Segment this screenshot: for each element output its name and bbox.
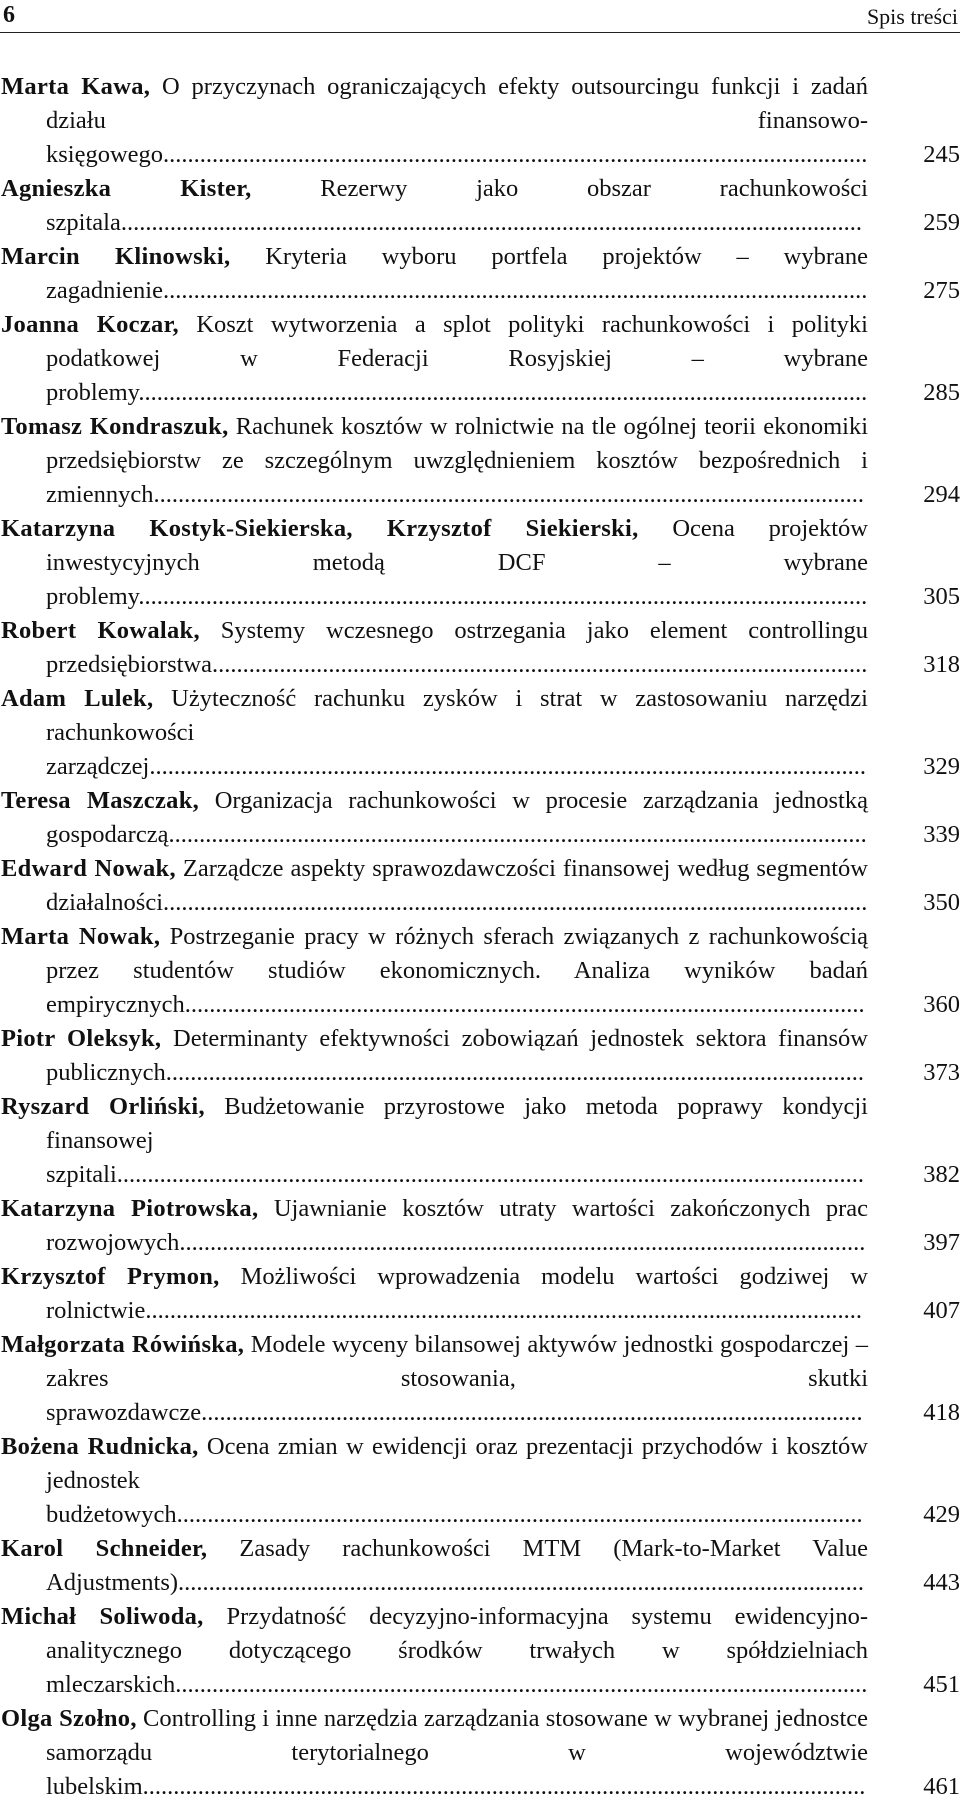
toc-entry <box>0 1192 960 1260</box>
entry-title: Rachunek kosztów w rolnictwie na tle ogólnej teorii ekonomiki przedsiębiorstw ze szczególnym uwzględnieniem kosztów bezpośrednich i zmiennych <box>46 413 868 508</box>
entry-author: Agnieszka Kister, <box>1 175 252 202</box>
entry-author: Marta Kawa, <box>1 73 151 100</box>
entry-title: Organizacja rachunkowości w procesie zarządzania jednostką gospodarczą <box>46 787 868 848</box>
toc-entry <box>0 1600 960 1702</box>
entry-author: Olga Szołno, <box>1 1705 137 1732</box>
leader-dots: .................................................................................................................... <box>153 481 864 508</box>
toc-entry <box>0 1430 960 1532</box>
entry-page-number: 305 <box>923 583 960 610</box>
entry-page-number: 275 <box>923 277 960 304</box>
entry-author: Edward Nowak, <box>1 855 176 882</box>
entry-title: Systemy wczesnego ostrzegania jako element controllingu przedsiębiorstwa <box>46 617 868 678</box>
leader-dots: .................................................................................................................. <box>165 1059 864 1086</box>
leader-dots: ......................................................................................................................... <box>120 209 862 236</box>
entry-page-number: 418 <box>923 1399 960 1426</box>
toc-entry <box>0 852 960 920</box>
toc-entry <box>0 784 960 852</box>
toc-entry <box>0 512 960 614</box>
entry-title: Zarządcze aspekty sprawozdawczości finansowej według segmentów działalności <box>46 855 868 916</box>
page-header <box>0 0 960 33</box>
leader-dots: ................................................................................................................ <box>178 1569 865 1596</box>
entry-page-number: 245 <box>923 141 960 168</box>
leader-dots: ....................................................................................................................... <box>138 583 868 610</box>
entry-title: Budżetowanie przyrostowe jako metoda poprawy kondycji finansowej szpitali <box>46 1093 868 1188</box>
toc-entry <box>0 1328 960 1430</box>
toc-entry <box>0 308 960 410</box>
entry-author: Ryszard Orliński, <box>1 1093 205 1120</box>
entry-title: Determinanty efektywności zobowiązań jednostek sektora finansów publicznych <box>46 1025 868 1086</box>
entry-title: Ocena projektów inwestycyjnych metodą DCF – wybrane problemy <box>46 515 868 610</box>
leader-dots: ................................................................................................................. <box>175 1671 868 1698</box>
leader-dots: ..................................................................................................................... <box>145 1297 862 1324</box>
toc-entry <box>0 920 960 1022</box>
entry-page-number: 443 <box>923 1569 960 1596</box>
entry-author: Teresa Maszczak, <box>1 787 200 814</box>
entry-page-number: 397 <box>923 1229 960 1256</box>
toc-entry <box>0 614 960 682</box>
entry-author: Krzysztof Prymon, <box>1 1263 220 1290</box>
toc-entry <box>0 1702 960 1804</box>
entry-title: Postrzeganie pracy w różnych sferach związanych z rachunkowością przez studentów studiów ekonomicznych. Analiza wyników badań empirycznych <box>46 923 868 1018</box>
entry-title: Zasady rachunkowości MTM (Mark-to-Market Value Adjustments) <box>46 1535 868 1596</box>
leader-dots: ................................................................................................................... <box>163 141 868 168</box>
toc-entry <box>0 1090 960 1192</box>
entry-author: Karol Schneider, <box>1 1535 208 1562</box>
leader-dots: ................................................................................................................... <box>163 889 868 916</box>
entry-title: Użyteczność rachunku zysków i strat w zastosowaniu narzędzi rachunkowości zarządczej <box>46 685 868 780</box>
toc-entry <box>0 172 960 240</box>
leader-dots: .................................................................................................................. <box>168 821 867 848</box>
entry-author: Tomasz Kondraszuk, <box>1 413 229 440</box>
entry-page-number: 407 <box>923 1297 960 1324</box>
leader-dots: ............................................................................................................... <box>184 991 865 1018</box>
entry-author: Małgorzata Rówińska, <box>1 1331 245 1358</box>
entry-page-number: 360 <box>923 991 960 1018</box>
entry-page-number: 294 <box>923 481 960 508</box>
entry-title: Modele wyceny bilansowej aktywów jednostki gospodarczej – zakres stosowania, skutki sprawozdawcze <box>46 1331 868 1426</box>
entry-page-number: 285 <box>923 379 960 406</box>
entry-title: Przydatność decyzyjno-informacyjna systemu ewidencyjno-analitycznego dotyczącego środków trwałych w spółdzielniach mleczarskich <box>46 1603 868 1698</box>
leader-dots: ................................................................................................................ <box>179 1229 866 1256</box>
leader-dots: ..................................................................................................................... <box>149 753 866 780</box>
leader-dots: ........................................................................................................... <box>212 651 868 678</box>
leader-dots: ...................................................................................................................... <box>142 1773 866 1800</box>
entry-author: Marta Nowak, <box>1 923 161 950</box>
entry-page-number: 382 <box>923 1161 960 1188</box>
leader-dots: ............................................................................................................ <box>201 1399 863 1426</box>
table-of-contents <box>0 70 960 1804</box>
entry-author: Katarzyna Kostyk-Siekierska, Krzysztof Siekierski, <box>1 515 639 542</box>
toc-entry <box>0 410 960 512</box>
entry-title: O przyczynach ograniczających efekty outsourcingu funkcji i zadań działu finansowo-księgowego <box>46 73 868 168</box>
leader-dots: ....................................................................................................................... <box>138 379 868 406</box>
entry-author: Adam Lulek, <box>1 685 154 712</box>
entry-page-number: 318 <box>923 651 960 678</box>
entry-author: Bożena Rudnicka, <box>1 1433 199 1460</box>
entry-page-number: 329 <box>923 753 960 780</box>
entry-title: Controlling i inne narzędzia zarządzania stosowane w wybranej jednostce samorządu terytorialnego w województwie lubelskim <box>46 1705 869 1800</box>
page-number: 6 <box>3 2 15 28</box>
entry-title: Kryteria wyboru portfela projektów – wybrane zagadnienie <box>46 243 868 304</box>
leader-dots: ................................................................................................................ <box>176 1501 863 1528</box>
entry-title: Ujawnianie kosztów utraty wartości zakończonych prac rozwojowych <box>46 1195 869 1256</box>
entry-page-number: 429 <box>923 1501 960 1528</box>
entry-author: Michał Soliwoda, <box>1 1603 204 1630</box>
toc-entry <box>0 682 960 784</box>
entry-title: Koszt wytworzenia a splot polityki rachunkowości i polityki podatkowej w Federacji Rosyjskiej – wybrane problemy <box>46 311 868 406</box>
entry-page-number: 373 <box>923 1059 960 1086</box>
entry-author: Piotr Oleksyk, <box>1 1025 162 1052</box>
entry-author: Marcin Klinowski, <box>1 243 231 270</box>
leader-dots: .......................................................................................................................... <box>116 1161 865 1188</box>
toc-entry <box>0 240 960 308</box>
entry-page-number: 259 <box>923 209 960 236</box>
entry-author: Katarzyna Piotrowska, <box>1 1195 259 1222</box>
entry-page-number: 451 <box>923 1671 960 1698</box>
toc-entry <box>0 70 960 172</box>
entry-page-number: 461 <box>923 1773 960 1800</box>
entry-title: Rezerwy jako obszar rachunkowości szpitala <box>46 175 868 236</box>
toc-entry <box>0 1260 960 1328</box>
entry-page-number: 350 <box>923 889 960 916</box>
entry-author: Joanna Koczar, <box>1 311 179 338</box>
toc-entry <box>0 1022 960 1090</box>
entry-page-number: 339 <box>923 821 960 848</box>
section-title: Spis treści <box>866 4 958 29</box>
leader-dots: ................................................................................................................... <box>163 277 868 304</box>
entry-title: Możliwości wprowadzenia modelu wartości godziwej w rolnictwie <box>46 1263 868 1324</box>
entry-title: Ocena zmian w ewidencji oraz prezentacji przychodów i kosztów jednostek budżetowych <box>46 1433 868 1528</box>
entry-author: Robert Kowalak, <box>1 617 200 644</box>
toc-entry <box>0 1532 960 1600</box>
